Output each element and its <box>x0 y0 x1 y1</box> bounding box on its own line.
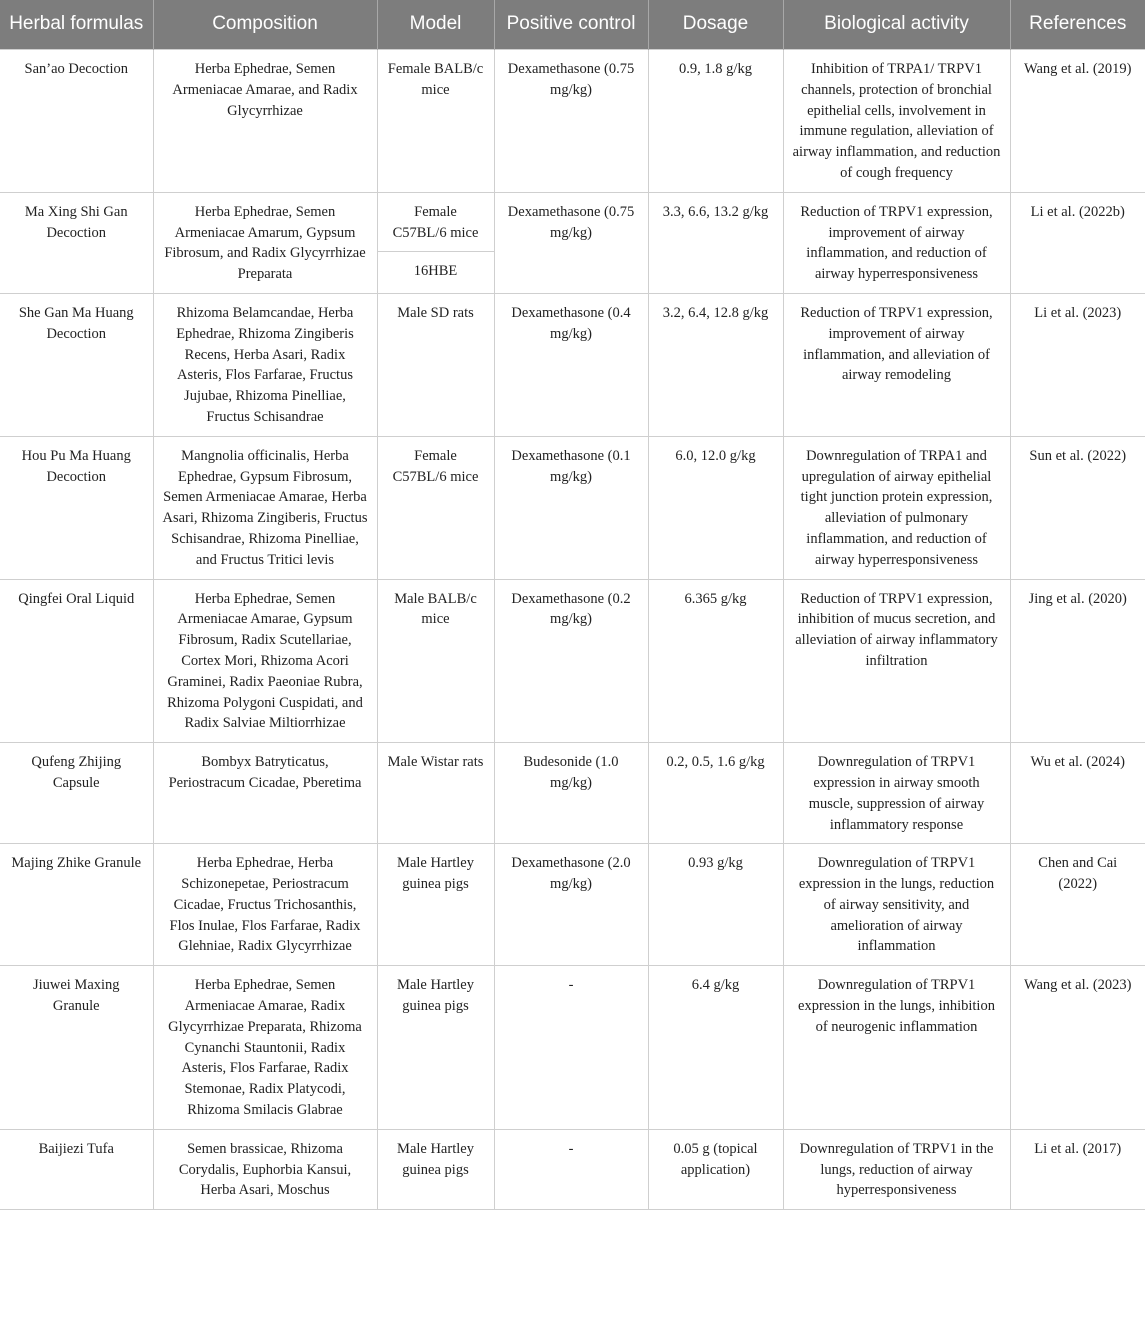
table-row <box>0 966 1145 1130</box>
model-cell: Male Hartley guinea pigs <box>377 1129 494 1209</box>
formula-cell: Majing Zhike Granule <box>0 844 153 966</box>
reference-cell: Sun et al. (2022) <box>1010 436 1145 579</box>
dosage-cell: 6.4 g/kg <box>648 966 783 1130</box>
control-cell: Dexamethasone (0.1 mg/kg) <box>494 436 648 579</box>
model-cell: Female BALB/c mice <box>377 50 494 193</box>
reference-cell: Wang et al. (2019) <box>1010 50 1145 193</box>
table-row <box>0 293 1145 436</box>
dosage-cell: 3.3, 6.6, 13.2 g/kg <box>648 192 783 293</box>
header-biological-activity: Biological activity <box>783 0 1010 50</box>
model-cell: Male BALB/c mice <box>377 579 494 743</box>
composition-cell: Herba Ephedrae, Herba Schizonepetae, Periostracum Cicadae, Fructus Trichosanthis, Flos Inulae, Flos Farfarae, Radix Glehniae, Radix Glycyrrhizae <box>153 844 377 966</box>
composition-cell: Herba Ephedrae, Semen Armeniacae Amarae, Radix Glycyrrhizae Preparata, Rhizoma Cynanchi Stauntonii, Radix Asteris, Flos Farfarae, Radix Stemonae, Radix Platycodi, Rhizoma Smilacis Glabrae <box>153 966 377 1130</box>
model-cell: Female C57BL/6 mice <box>377 436 494 579</box>
header-row <box>0 0 1145 50</box>
activity-cell: Reduction of TRPV1 expression, inhibition of mucus secretion, and alleviation of airway inflammatory infiltration <box>783 579 1010 743</box>
reference-cell: Li et al. (2017) <box>1010 1129 1145 1209</box>
composition-cell: Herba Ephedrae, Semen Armeniacae Amarum, Gypsum Fibrosum, and Radix Glycyrrhizae Preparata <box>153 192 377 293</box>
dosage-cell: 0.9, 1.8 g/kg <box>648 50 783 193</box>
dosage-cell: 0.2, 0.5, 1.6 g/kg <box>648 743 783 844</box>
activity-cell: Reduction of TRPV1 expression, improvement of airway inflammation, and reduction of airway hyperresponsiveness <box>783 192 1010 293</box>
activity-cell: Downregulation of TRPV1 expression in the lungs, inhibition of neurogenic inflammation <box>783 966 1010 1130</box>
header-dosage: Dosage <box>648 0 783 50</box>
activity-cell: Downregulation of TRPV1 expression in airway smooth muscle, suppression of airway inflammatory response <box>783 743 1010 844</box>
dosage-cell: 6.365 g/kg <box>648 579 783 743</box>
activity-cell: Downregulation of TRPV1 in the lungs, reduction of airway hyperresponsiveness <box>783 1129 1010 1209</box>
control-cell: Dexamethasone (0.4 mg/kg) <box>494 293 648 436</box>
composition-cell: Bombyx Batryticatus, Periostracum Cicadae, Pberetima <box>153 743 377 844</box>
header-composition: Composition <box>153 0 377 50</box>
composition-cell: Semen brassicae, Rhizoma Corydalis, Euphorbia Kansui, Herba Asari, Moschus <box>153 1129 377 1209</box>
header-positive-control: Positive control <box>494 0 648 50</box>
control-cell: Dexamethasone (0.75 mg/kg) <box>494 192 648 293</box>
reference-cell: Wu et al. (2024) <box>1010 743 1145 844</box>
activity-cell: Reduction of TRPV1 expression, improvement of airway inflammation, and alleviation of airway remodeling <box>783 293 1010 436</box>
reference-cell: Li et al. (2022b) <box>1010 192 1145 293</box>
formula-cell: Qufeng Zhijing Capsule <box>0 743 153 844</box>
header-herbal-formulas: Herbal formulas <box>0 0 153 50</box>
table-row <box>0 579 1145 743</box>
header-references: References <box>1010 0 1145 50</box>
activity-cell: Downregulation of TRPA1 and upregulation of airway epithelial tight junction protein expression, alleviation of pulmonary inflammation, and reduction of airway hyperresponsiveness <box>783 436 1010 579</box>
table-row <box>0 743 1145 844</box>
header-model: Model <box>377 0 494 50</box>
dosage-cell: 0.93 g/kg <box>648 844 783 966</box>
formula-cell: Qingfei Oral Liquid <box>0 579 153 743</box>
table-row <box>0 436 1145 579</box>
model-cell <box>377 192 494 293</box>
composition-cell: Herba Ephedrae, Semen Armeniacae Amarae, Gypsum Fibrosum, Radix Scutellariae, Cortex Mori, Rhizoma Acori Graminei, Radix Paeoniae Rubra, Rhizoma Polygoni Cuspidati, and Radix Salviae Miltiorrhizae <box>153 579 377 743</box>
reference-cell: Chen and Cai (2022) <box>1010 844 1145 966</box>
model-subcell-cell-line: 16HBE <box>413 263 458 280</box>
formula-cell: She Gan Ma Huang Decoction <box>0 293 153 436</box>
control-cell: - <box>494 1129 648 1209</box>
formula-cell: Ma Xing Shi Gan Decoction <box>0 192 153 293</box>
dosage-cell: 0.05 g (topical application) <box>648 1129 783 1209</box>
table-row <box>0 50 1145 193</box>
dosage-cell: 6.0, 12.0 g/kg <box>648 436 783 579</box>
reference-cell: Jing et al. (2020) <box>1010 579 1145 743</box>
table-row <box>0 1129 1145 1209</box>
model-subcell-in-vivo: Female C57BL/6 mice <box>378 193 494 253</box>
activity-cell: Downregulation of TRPV1 expression in the lungs, reduction of airway sensitivity, and amelioration of airway inflammation <box>783 844 1010 966</box>
control-cell: - <box>494 966 648 1130</box>
model-cell: Male Hartley guinea pigs <box>377 966 494 1130</box>
dosage-cell: 3.2, 6.4, 12.8 g/kg <box>648 293 783 436</box>
composition-cell: Herba Ephedrae, Semen Armeniacae Amarae, and Radix Glycyrrhizae <box>153 50 377 193</box>
formula-cell: Baijiezi Tufa <box>0 1129 153 1209</box>
control-cell: Dexamethasone (0.2 mg/kg) <box>494 579 648 743</box>
formula-cell: San’ao Decoction <box>0 50 153 193</box>
control-cell: Budesonide (1.0 mg/kg) <box>494 743 648 844</box>
composition-cell: Mangnolia officinalis, Herba Ephedrae, Gypsum Fibrosum, Semen Armeniacae Amarae, Herba Asari, Rhizoma Zingiberis, Fructus Schisandrae, Rhizoma Pinelliae, and Fructus Tritici levis <box>153 436 377 579</box>
composition-cell: Rhizoma Belamcandae, Herba Ephedrae, Rhizoma Zingiberis Recens, Herba Asari, Radix Asteris, Flos Farfarae, Fructus Jujubae, Rhizoma Pinelliae, Fructus Schisandrae <box>153 293 377 436</box>
activity-cell: Inhibition of TRPA1/ TRPV1 channels, protection of bronchial epithelial cells, involvement in immune regulation, alleviation of airway inflammation, and reduction of cough frequency <box>783 50 1010 193</box>
model-cell: Male SD rats <box>377 293 494 436</box>
table-row <box>0 192 1145 293</box>
control-cell: Dexamethasone (2.0 mg/kg) <box>494 844 648 966</box>
table-row <box>0 844 1145 966</box>
model-cell: Male Hartley guinea pigs <box>377 844 494 966</box>
formula-cell: Jiuwei Maxing Granule <box>0 966 153 1130</box>
formula-cell: Hou Pu Ma Huang Decoction <box>0 436 153 579</box>
reference-cell: Wang et al. (2023) <box>1010 966 1145 1130</box>
control-cell: Dexamethasone (0.75 mg/kg) <box>494 50 648 193</box>
reference-cell: Li et al. (2023) <box>1010 293 1145 436</box>
model-cell: Male Wistar rats <box>377 743 494 844</box>
